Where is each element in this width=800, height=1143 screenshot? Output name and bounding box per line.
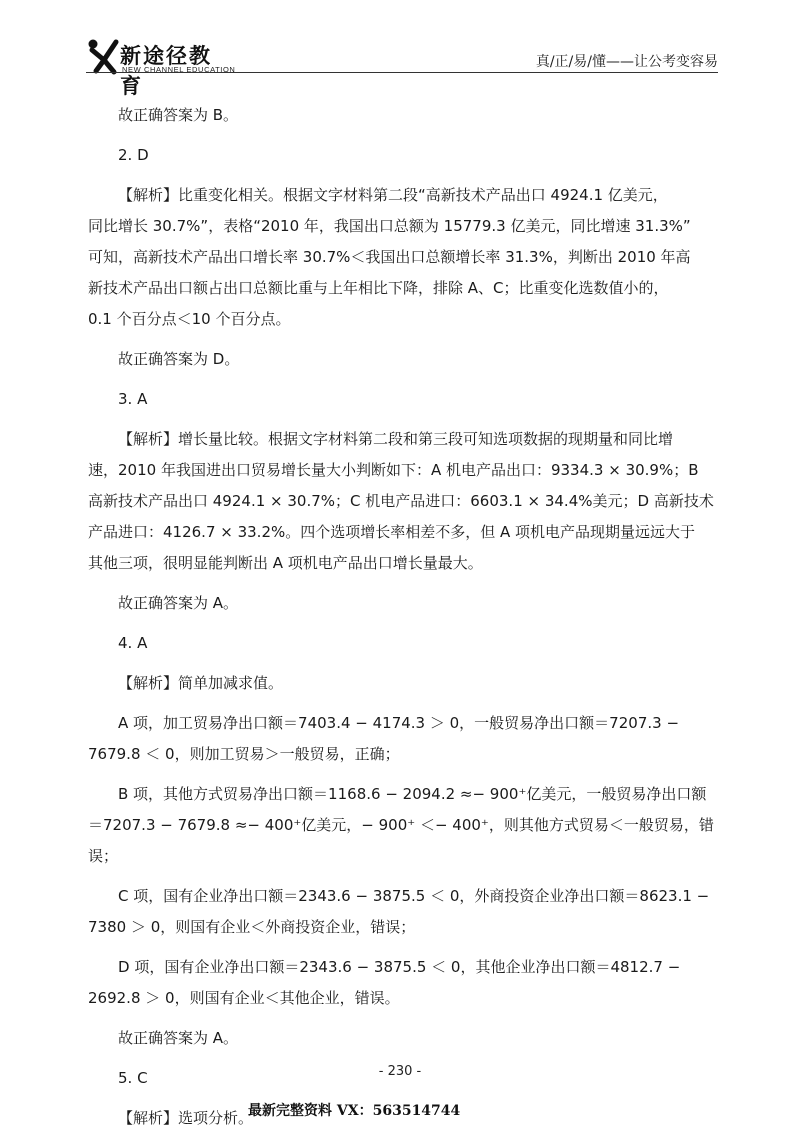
question-2-analysis: 【解析】比重变化相关。根据文字材料第二段“高新技术产品出口 4924.1 亿美元， 同比增长 30.7%”，表格“2010 年，我国出口总额为 15779.3 亿美元，同比增速 31.3%” 可知，高新技术产品出口增长率 30.7%＜我国出口总额增长率 31.3%，判断出 2010 年高 新技术产品出口额占出口总额比重与上年相比下降，排除 A、C；比重变化选数值小的， 0.1 个百分点＜10 个百分点。 (88, 186, 691, 328)
header-slogan: 真/正/易/懂——让公考变容易 (535, 54, 718, 70)
question-3-analysis: 【解析】增长量比较。根据文字材料第二段和第三段可知选项数据的现期量和同比增 速，2010 年我国进出口贸易增长量大小判断如下：A 机电产品出口：9334.3 × 30.9%；B 高新技术产品出口 4924.1 × 30.7%；C 机电产品进口：6603.1 × 34.4%美元；D 高新技术 产品进口：4126.7 × 33.2%。四个选项增长率相差不多，但 A 项机电产品现期量远远大于 其他三项，很明显能判断出 A 项机电产品出口增长量最大。 (88, 430, 714, 572)
question-4-analysis: 【解析】简单加减求值。 (118, 674, 284, 692)
question-4-answer: 4. A (118, 634, 148, 652)
logo (86, 38, 236, 98)
logo-mark-icon (86, 38, 122, 76)
answer-line-2: 故正确答案为 D。 (118, 350, 240, 368)
option-b-analysis: B 项，其他方式贸易净出口额＝1168.6 − 2094.2 ≈− 900⁺亿美元，一般贸易净出口额 ＝7207.3 − 7679.8 ≈− 400⁺亿美元，− 900⁺ ＜− 400⁺，则其他方式贸易＜一般贸易，错 误； (88, 785, 714, 865)
logo-english-name: NEW CHANNEL EDUCATION (122, 65, 236, 74)
logo-chinese-name: 新途径教育 (120, 44, 212, 98)
page-number: - 230 - (378, 1064, 422, 1079)
page-header (0, 0, 800, 98)
question-3-answer: 3. A (118, 390, 148, 408)
answer-line-4: 故正确答案为 A。 (118, 1029, 239, 1047)
footer-note: 最新完整资料 VX：563514744 (248, 1103, 461, 1119)
option-d-analysis: D 项，国有企业净出口额＝2343.6 − 3875.5 ＜ 0，其他企业净出口额＝4812.7 − 2692.8 ＞ 0，则国有企业＜其他企业，错误。 (88, 958, 681, 1007)
page-content (88, 100, 728, 1143)
question-2-answer: 2. D (118, 146, 149, 164)
question-5-analysis: 【解析】选项分析。 (118, 1109, 254, 1127)
option-a-analysis: A 项，加工贸易净出口额＝7403.4 − 4174.3 ＞ 0，一般贸易净出口额＝7207.3 − 7679.8 ＜ 0，则加工贸易＞一般贸易，正确； (88, 714, 680, 763)
header-rule (86, 72, 718, 73)
answer-line-1: 故正确答案为 B。 (118, 106, 239, 124)
option-c-analysis: C 项，国有企业净出口额＝2343.6 − 3875.5 ＜ 0，外商投资企业净出口额＝8623.1 − 7380 ＞ 0，则国有企业＜外商投资企业，错误； (88, 887, 710, 936)
question-5-answer: 5. C (118, 1069, 148, 1087)
answer-line-3: 故正确答案为 A。 (118, 594, 239, 612)
